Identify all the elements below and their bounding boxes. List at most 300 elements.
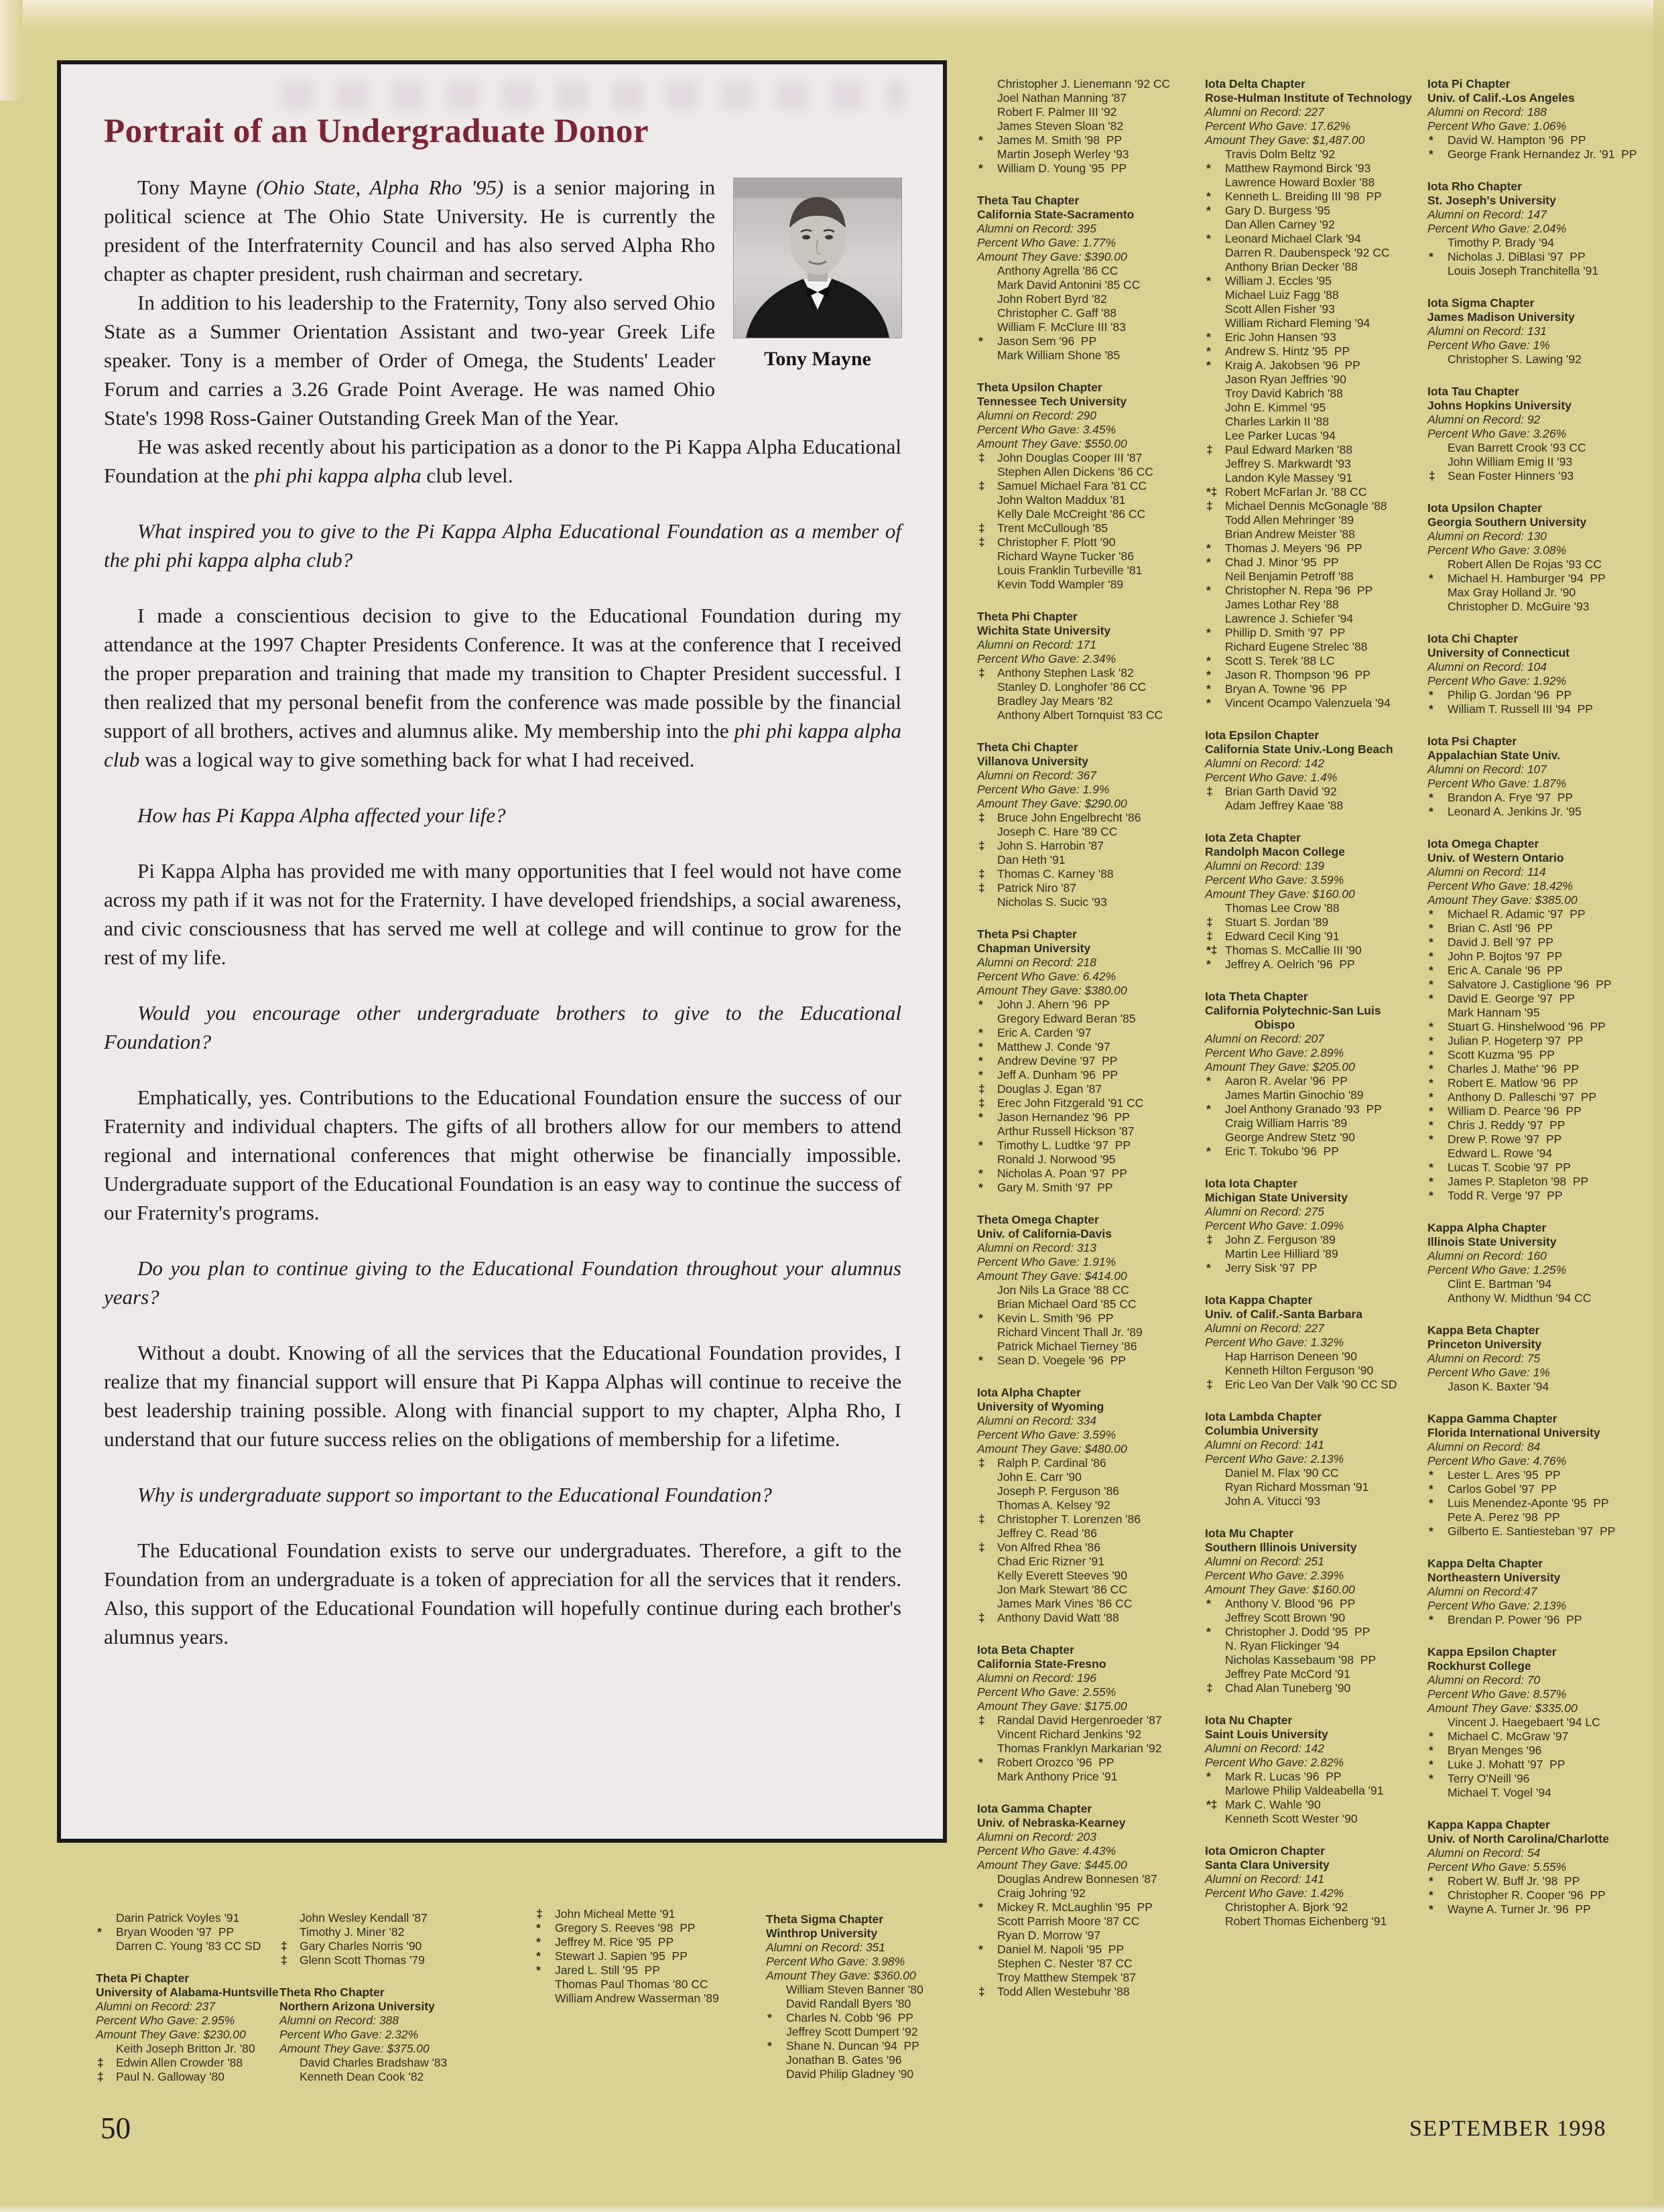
- chapter-school: Winthrop University: [766, 1927, 878, 1940]
- donor-marker: ‡: [536, 1907, 543, 1921]
- donor-name: John A. Vitucci '93: [1225, 1494, 1321, 1508]
- donor-row: [96, 2056, 292, 2070]
- donor-row: [1205, 1130, 1421, 1145]
- chapter-stat: Percent Who Gave: 2.13%: [1205, 1452, 1344, 1466]
- chapter-stat: Alumni on Record: 107: [1427, 763, 1547, 776]
- chapter-block: [96, 1911, 292, 1953]
- donor-row: [535, 1935, 756, 1949]
- donor-row: [977, 278, 1198, 292]
- chapter-name: Iota Rho Chapter: [1427, 180, 1522, 193]
- chapter-block: [1427, 837, 1657, 1203]
- donor-marker: ‡: [978, 1611, 985, 1624]
- donor-row: [977, 1110, 1198, 1124]
- donor-row: [1205, 260, 1421, 274]
- donor-name: Christopher A. Bjork '92: [1225, 1900, 1348, 1914]
- donor-row: [1205, 958, 1421, 972]
- chapter-block: [1205, 1526, 1421, 1695]
- chapter-stat: Alumni on Record: 147: [1427, 208, 1547, 221]
- donor-name: William D. Pearce '96 PP: [1448, 1104, 1582, 1118]
- donor-marker: *: [978, 1110, 983, 1124]
- donor-name: Jeffrey S. Markwardt '93: [1225, 457, 1351, 470]
- donor-row: [1205, 668, 1421, 682]
- donor-name: Marlowe Philip Valdeabella '91: [1225, 1784, 1384, 1797]
- donor-row: [1205, 682, 1421, 696]
- chapter-stat: Alumni on Record: 104: [1427, 660, 1547, 673]
- donor-row: [1205, 1116, 1421, 1130]
- donor-marker: *: [978, 1900, 983, 1914]
- donor-row: [977, 465, 1198, 479]
- donor-marker: *: [1429, 572, 1433, 585]
- chapter-school: Michigan State University: [1205, 1191, 1348, 1204]
- donor-name: Thomas S. McCallie III '90: [1225, 944, 1362, 957]
- donor-row: [977, 1153, 1198, 1167]
- donor-name: Martin Joseph Werley '93: [997, 147, 1129, 161]
- chapter-stat: Alumni on Record: 218: [977, 956, 1097, 969]
- chapter-school: California State Univ.-Long Beach: [1205, 742, 1393, 756]
- chapter-name: Theta Psi Chapter: [977, 927, 1077, 941]
- chapter-stat: Percent Who Gave: 2.34%: [977, 652, 1116, 665]
- donor-name: Neil Benjamin Petroff '88: [1225, 570, 1354, 583]
- donor-row: [1427, 1291, 1657, 1305]
- chapter-name: Kappa Gamma Chapter: [1427, 1412, 1557, 1425]
- donor-marker: *: [1429, 791, 1433, 804]
- donor-row: [1205, 640, 1421, 654]
- chapter-block: [977, 1213, 1198, 1368]
- chapter-stat: Amount They Gave: $175.00: [977, 1699, 1127, 1713]
- chapter-name: Iota Epsilon Chapter: [1205, 728, 1320, 742]
- donor-row: [1205, 1900, 1421, 1914]
- donor-name: Brendan P. Power '96 PP: [1448, 1613, 1582, 1626]
- donor-name: John P. Bojtos '97 PP: [1448, 950, 1563, 963]
- donor-row: [977, 161, 1198, 176]
- donor-name: Robert F. Palmer III '92: [997, 105, 1117, 119]
- donor-name: William F. McClure III '83: [997, 320, 1126, 334]
- chapter-name: Iota Lambda Chapter: [1205, 1410, 1322, 1423]
- donor-name: John Walton Maddux '81: [997, 493, 1126, 507]
- donor-row: [1205, 246, 1421, 260]
- chapter-name: Kappa Beta Chapter: [1427, 1323, 1540, 1337]
- donor-name: Vincent Richard Jenkins '92: [997, 1728, 1142, 1741]
- donor-row: [977, 1354, 1198, 1368]
- donor-row: [535, 1963, 756, 1977]
- donor-marker: *: [1206, 584, 1211, 597]
- chapter-stat: Percent Who Gave: 1.06%: [1427, 119, 1567, 133]
- chapter-stat: Alumni on Record: 171: [977, 638, 1097, 651]
- chapter-school: Appalachian State Univ.: [1427, 749, 1561, 762]
- donor-name: John Micheal Mette '91: [555, 1907, 676, 1921]
- donor-marker: *: [1429, 907, 1433, 921]
- donor-row: [977, 1886, 1198, 1900]
- donor-row: [977, 306, 1198, 320]
- donor-name: Kraig A. Jakobsen '96 PP: [1225, 359, 1360, 372]
- chapter-stat: Percent Who Gave: 1.4%: [1205, 771, 1338, 784]
- donor-marker: ‡: [97, 2056, 104, 2069]
- chapter-stat: Percent Who Gave: 3.59%: [1205, 873, 1344, 887]
- donor-name: Paul N. Galloway '80: [116, 2070, 225, 2083]
- donor-row: [1427, 133, 1657, 147]
- donor-name: Sean Foster Hinners '93: [1448, 469, 1574, 482]
- article-paragraph: I made a conscientious decision to give to the Educational Foundation during my attendance at the 1997 Chapter Presidents Conference. It was at the conference that I received the proper preparation and training that made my transition to Chapter President successful. I then realized that my personal benefit from the conference was made possible by the financial support of all brothers, actives and alumnus alike. My membership into the phi phi kappa alpha club was a logical way to give something back for what I had received.: [104, 604, 901, 772]
- donor-name: Michael C. McGraw '97: [1448, 1730, 1569, 1743]
- donor-name: Keith Joseph Britton Jr. '80: [116, 2042, 255, 2055]
- chapter-block: [535, 1907, 756, 2006]
- donor-row: [1427, 1147, 1657, 1161]
- donor-name: Charles N. Cobb '96 PP: [786, 2011, 914, 2024]
- donor-name: Luis Menendez-Aponte '95 PP: [1448, 1496, 1609, 1510]
- donor-name: Dan Heth '91: [997, 853, 1066, 866]
- donor-name: Anthony D. Palleschi '97 PP: [1448, 1090, 1597, 1104]
- donor-name: Brian Garth David '92: [1225, 785, 1337, 798]
- donor-name: Scott Kuzma '95 PP: [1448, 1048, 1555, 1061]
- donor-name: David E. George '97 PP: [1448, 992, 1576, 1005]
- chapter-stat: Percent Who Gave: 2.32%: [279, 2028, 419, 2041]
- scan-edge-left: [0, 0, 23, 101]
- donor-name: Gary M. Smith '97 PP: [997, 1181, 1113, 1194]
- donor-marker: ‡: [978, 535, 985, 549]
- donor-row: [977, 1512, 1198, 1526]
- donor-name: Anthony David Watt '88: [997, 1611, 1119, 1624]
- donor-row: [1205, 359, 1421, 373]
- donor-row: [279, 1953, 482, 1967]
- donor-marker: *: [1429, 1468, 1433, 1482]
- donor-marker: *: [536, 1949, 541, 1963]
- donor-row: [1205, 429, 1421, 443]
- chapter-stat: Alumni on Record: 130: [1427, 529, 1547, 543]
- donor-row: [1427, 1189, 1657, 1203]
- donor-marker: ‡: [978, 867, 985, 881]
- donor-name: Kevin L. Smith '96 PP: [997, 1311, 1114, 1325]
- donor-marker: *: [1429, 964, 1433, 977]
- chapter-name: Kappa Alpha Chapter: [1427, 1221, 1547, 1234]
- chapter-block: [1205, 990, 1421, 1159]
- donor-row: [1205, 1466, 1421, 1480]
- chapter-stat: Percent Who Gave: 1.25%: [1427, 1263, 1567, 1277]
- donor-list-bottom-column-4: [766, 1912, 964, 2099]
- chapter-stat: Alumni on Record: 139: [1205, 859, 1325, 872]
- chapter-stat: Alumni on Record: 142: [1205, 1742, 1325, 1755]
- donor-row: [1205, 626, 1421, 640]
- donor-name: John William Emig II '93: [1448, 455, 1573, 468]
- chapter-stat: Percent Who Gave: 2.89%: [1205, 1046, 1344, 1059]
- donor-row: [1205, 944, 1421, 958]
- chapter-school: University of Wyoming: [977, 1400, 1104, 1413]
- donor-marker: *: [1429, 1902, 1433, 1916]
- chapter-stat: Percent Who Gave: 2.55%: [977, 1685, 1116, 1699]
- donor-marker: *: [1429, 1020, 1433, 1033]
- donor-name: Anthony Agrella '86 CC: [997, 264, 1118, 277]
- donor-name: William D. Young '95 PP: [997, 161, 1127, 175]
- chapter-school: Northern Arizona University: [279, 2000, 435, 2013]
- chapter-stat: Percent Who Gave: 1.42%: [1205, 1886, 1344, 1900]
- donor-marker: *: [978, 1756, 983, 1769]
- donor-row: [1427, 1104, 1657, 1118]
- donor-name: Trent McCullough '85: [997, 521, 1108, 535]
- donor-row: [766, 2067, 964, 2081]
- chapter-school: Saint Louis University: [1205, 1728, 1328, 1741]
- donor-name: Joel Nathan Manning '87: [997, 91, 1127, 105]
- chapter-stat: Percent Who Gave: 1.87%: [1427, 777, 1567, 790]
- donor-name: Kelly Dale McCreight '86 CC: [997, 507, 1146, 521]
- donor-name: Jeff A. Dunham '96 PP: [997, 1068, 1118, 1082]
- donor-row: [977, 1872, 1198, 1886]
- donor-row: [1427, 352, 1657, 367]
- donor-row: [1427, 688, 1657, 702]
- chapter-block: [977, 1386, 1198, 1625]
- donor-row: [977, 1311, 1198, 1325]
- donor-name: Vincent Ocampo Valenzuela '94: [1225, 696, 1391, 710]
- donor-marker: ‡: [978, 1713, 985, 1727]
- donor-marker: *: [978, 1026, 983, 1039]
- donor-name: Robert W. Buff Jr. '98 PP: [1448, 1874, 1580, 1888]
- donor-row: [977, 334, 1198, 348]
- donor-name: Julian P. Hogeterp '97 PP: [1448, 1034, 1584, 1047]
- donor-list-bottom-column-3: [535, 1907, 756, 2024]
- donor-row: [977, 119, 1198, 133]
- donor-name: Ralph P. Cardinal '86: [997, 1456, 1106, 1470]
- donor-row: [1427, 558, 1657, 572]
- donor-marker: *: [1206, 204, 1211, 217]
- donor-row: [766, 2053, 964, 2067]
- donor-marker: *: [1429, 250, 1433, 263]
- donor-row: [766, 2025, 964, 2039]
- donor-marker: *: [1429, 1118, 1433, 1132]
- donor-row: [535, 1921, 756, 1935]
- donor-row: [1205, 1102, 1421, 1116]
- chapter-block: [1205, 728, 1421, 813]
- donor-marker: *: [1206, 274, 1211, 287]
- donor-marker: ‡: [1206, 1378, 1213, 1391]
- donor-name: Michael Dennis McGonagle '88: [1225, 499, 1387, 513]
- donor-row: [96, 1939, 292, 1953]
- donor-row: [977, 881, 1198, 895]
- donor-row: [1427, 147, 1657, 161]
- donor-name: James Steven Sloan '82: [997, 119, 1124, 133]
- donor-row: [1427, 469, 1657, 483]
- chapter-stat: Percent Who Gave: 2.13%: [1427, 1599, 1567, 1612]
- donor-row: [1205, 1145, 1421, 1159]
- donor-name: Thomas C. Karney '88: [997, 867, 1114, 881]
- donor-name: Randal David Hergenroeder '87: [997, 1713, 1162, 1727]
- donor-marker: *: [1429, 1758, 1433, 1771]
- donor-name: Jeffrey M. Rice '95 PP: [555, 1935, 674, 1949]
- chapter-stat: Alumni on Record: 227: [1205, 105, 1325, 119]
- donor-row: [1427, 1132, 1657, 1147]
- donor-marker: ‡: [1206, 1233, 1213, 1246]
- donor-row: [977, 1484, 1198, 1498]
- donor-name: Landon Kyle Massey '91: [1225, 471, 1353, 484]
- chapter-stat: Amount They Gave: $414.00: [977, 1269, 1127, 1283]
- donor-name: Shane N. Duncan '94 PP: [786, 2039, 919, 2053]
- donor-row: [1205, 1798, 1421, 1812]
- donor-row: [1205, 176, 1421, 190]
- chapter-school: Columbia University: [1205, 1424, 1319, 1437]
- donor-name: Travis Dolm Beltz '92: [1225, 147, 1336, 161]
- chapter-school: James Madison University: [1427, 310, 1575, 324]
- donor-marker: *: [1429, 805, 1433, 818]
- donor-name: Bryan A. Towne '96 PP: [1225, 682, 1348, 696]
- donor-name: Timothy J. Miner '82: [300, 1925, 405, 1939]
- chapter-stat: Amount They Gave: $390.00: [977, 250, 1127, 263]
- donor-row: [1205, 373, 1421, 387]
- chapter-school: Randolph Macon College: [1205, 845, 1346, 858]
- chapter-stat: Percent Who Gave: 3.45%: [977, 423, 1116, 436]
- chapter-stat: Alumni on Record: 237: [96, 2000, 216, 2013]
- chapter-school: Univ. of California-Davis: [977, 1227, 1112, 1240]
- donor-row: [977, 1541, 1198, 1555]
- donor-row: [1427, 992, 1657, 1006]
- chapter-name: Theta Omega Chapter: [977, 1213, 1099, 1226]
- chapter-name: Iota Upsilon Chapter: [1427, 501, 1543, 515]
- donor-row: [1205, 598, 1421, 612]
- chapter-school: California Polytechnic-San Luis Obispo: [1205, 1004, 1381, 1031]
- donor-marker: *: [1206, 1625, 1211, 1638]
- donor-row: [1427, 950, 1657, 964]
- donor-name: Robert McFarlan Jr. '88 CC: [1225, 485, 1367, 499]
- donor-name: Brian C. Astl '96 PP: [1448, 921, 1553, 935]
- donor-name: Pete A. Perez '98 PP: [1448, 1510, 1560, 1524]
- donor-row: [1205, 1494, 1421, 1508]
- donor-name: Andrew S. Hintz '95 PP: [1225, 344, 1350, 358]
- donor-name: Wayne A. Turner Jr. '96 PP: [1448, 1902, 1591, 1916]
- donor-row: [1427, 586, 1657, 600]
- donor-row: [96, 2070, 292, 2084]
- donor-marker: *: [1429, 1104, 1433, 1118]
- donor-name: Jeffrey Scott Dumpert '92: [786, 2025, 918, 2038]
- donor-name: N. Ryan Flickinger '94: [1225, 1639, 1340, 1652]
- donor-marker: *: [1206, 541, 1211, 555]
- donor-row: [1427, 978, 1657, 992]
- donor-name: Stewart J. Sapien '95 PP: [555, 1949, 688, 1963]
- donor-row: [977, 1167, 1198, 1181]
- donor-name: Robert E. Matlow '96 PP: [1448, 1076, 1578, 1090]
- donor-row: [1205, 1653, 1421, 1667]
- donor-name: Jared L. Still '95 PP: [555, 1963, 661, 1977]
- chapter-block: [279, 1911, 482, 1967]
- donor-name: Kenneth Scott Wester '90: [1225, 1812, 1358, 1825]
- donor-name: Martin Lee Hilliard '89: [1225, 1247, 1338, 1260]
- donor-row: [1205, 1611, 1421, 1625]
- donor-name: Christopher D. McGuire '93: [1448, 600, 1590, 613]
- chapter-stat: Alumni on Record:47: [1427, 1585, 1537, 1598]
- donor-row: [977, 839, 1198, 853]
- chapter-block: [1427, 1645, 1657, 1800]
- chapter-stat: Percent Who Gave: 3.59%: [977, 1428, 1116, 1441]
- donor-name: Mark C. Wahle '90: [1225, 1798, 1321, 1811]
- chapter-name: Iota Beta Chapter: [977, 1643, 1074, 1656]
- donor-row: [977, 292, 1198, 306]
- donor-marker: *: [1429, 688, 1433, 702]
- chapter-school: Tennessee Tech University: [977, 395, 1127, 408]
- donor-name: Sean D. Voegele '96 PP: [997, 1354, 1127, 1367]
- donor-marker: *: [978, 133, 983, 147]
- donor-name: Dan Allen Carney '92: [1225, 218, 1335, 231]
- donor-name: Timothy L. Ludtke '97 PP: [997, 1138, 1131, 1152]
- portrait-photo: [734, 178, 901, 373]
- donor-name: Chad Eric Rizner '91: [997, 1555, 1104, 1568]
- donor-name: Jason Hernandez '96 PP: [997, 1110, 1130, 1124]
- donor-row: [977, 1096, 1198, 1110]
- donor-row: [1427, 805, 1657, 819]
- chapter-stat: Percent Who Gave: 1%: [1427, 338, 1550, 352]
- donor-name: Eric Leo Van Der Valk '90 CC SD: [1225, 1378, 1397, 1391]
- donor-row: [1427, 935, 1657, 950]
- donor-row: [1205, 1625, 1421, 1639]
- chapter-stat: Alumni on Record: 351: [766, 1941, 886, 1954]
- donor-row: [977, 564, 1198, 578]
- donor-row: [977, 1181, 1198, 1195]
- chapter-school: University of Connecticut: [1427, 646, 1570, 659]
- chapter-stat: Amount They Gave: $380.00: [977, 984, 1127, 997]
- donor-row: [1205, 654, 1421, 668]
- donor-marker: *: [1429, 1730, 1433, 1743]
- donor-name: Philip G. Jordan '96 PP: [1448, 688, 1572, 702]
- donor-marker: *: [1206, 330, 1211, 344]
- donor-row: [1205, 541, 1421, 556]
- donor-name: John Douglas Cooper III '87: [997, 451, 1143, 464]
- donor-row: [279, 2056, 482, 2070]
- donor-marker: *: [1429, 1874, 1433, 1888]
- donor-row: [1205, 443, 1421, 457]
- donor-name: Glenn Scott Thomas '79: [300, 1953, 425, 1967]
- chapter-stat: Amount They Gave: $290.00: [977, 797, 1127, 810]
- donor-name: Scott S. Terek '88 LC: [1225, 654, 1335, 667]
- chapter-block: [1427, 296, 1657, 367]
- donor-name: Anthony V. Blood '96 PP: [1225, 1597, 1356, 1610]
- chapter-stat: Amount They Gave: $230.00: [96, 2028, 246, 2041]
- chapter-block: [1427, 734, 1657, 819]
- donor-row: [1205, 570, 1421, 584]
- donor-name: James P. Stapleton '98 PP: [1448, 1175, 1589, 1188]
- donor-name: Bryan Menges '96: [1448, 1744, 1542, 1757]
- donor-name: Mark R. Lucas '96 PP: [1225, 1770, 1342, 1783]
- donor-row: [977, 91, 1198, 105]
- chapter-stat: Alumni on Record: 251: [1205, 1555, 1325, 1568]
- donor-marker: *: [1429, 133, 1433, 147]
- chapter-stat: Alumni on Record: 54: [1427, 1846, 1541, 1860]
- donor-name: Eric John Hansen '93: [1225, 330, 1336, 344]
- donor-name: Nicholas J. DiBlasi '97 PP: [1448, 250, 1586, 263]
- chapter-stat: Alumni on Record: 70: [1427, 1673, 1541, 1687]
- donor-row: [1427, 1786, 1657, 1800]
- chapter-school: Princeton University: [1427, 1338, 1542, 1351]
- donor-marker: *: [978, 334, 983, 348]
- donor-marker: ‡: [978, 451, 985, 464]
- chapter-name: Iota Sigma Chapter: [1427, 296, 1535, 310]
- donor-name: Chad Alan Tuneberg '90: [1225, 1681, 1351, 1695]
- chapter-school: Chapman University: [977, 941, 1091, 955]
- chapter-stat: Amount They Gave: $445.00: [977, 1858, 1127, 1872]
- chapter-name: Iota Zeta Chapter: [1205, 831, 1301, 844]
- article-box: [57, 60, 947, 1843]
- donor-marker: ‡: [978, 881, 985, 895]
- donor-marker: *: [1429, 1524, 1433, 1538]
- donor-marker: ‡: [281, 1939, 287, 1953]
- donor-row: [1205, 471, 1421, 485]
- donor-row: [279, 1939, 482, 1953]
- donor-name: Lucas T. Scobie '97 PP: [1448, 1161, 1571, 1174]
- donor-marker: *: [1206, 190, 1211, 203]
- donor-row: [977, 1325, 1198, 1340]
- donor-name: Gregory Edward Beran '85: [997, 1012, 1136, 1025]
- donor-row: [977, 867, 1198, 881]
- donor-row: [977, 811, 1198, 825]
- donor-row: [977, 1054, 1198, 1068]
- photo-caption: Tony Mayne: [764, 348, 871, 371]
- chapter-stat: Percent Who Gave: 3.98%: [766, 1955, 905, 1968]
- donor-row: [1205, 1914, 1421, 1929]
- donor-name: Craig Johring '92: [997, 1886, 1086, 1900]
- donor-row: [977, 1124, 1198, 1138]
